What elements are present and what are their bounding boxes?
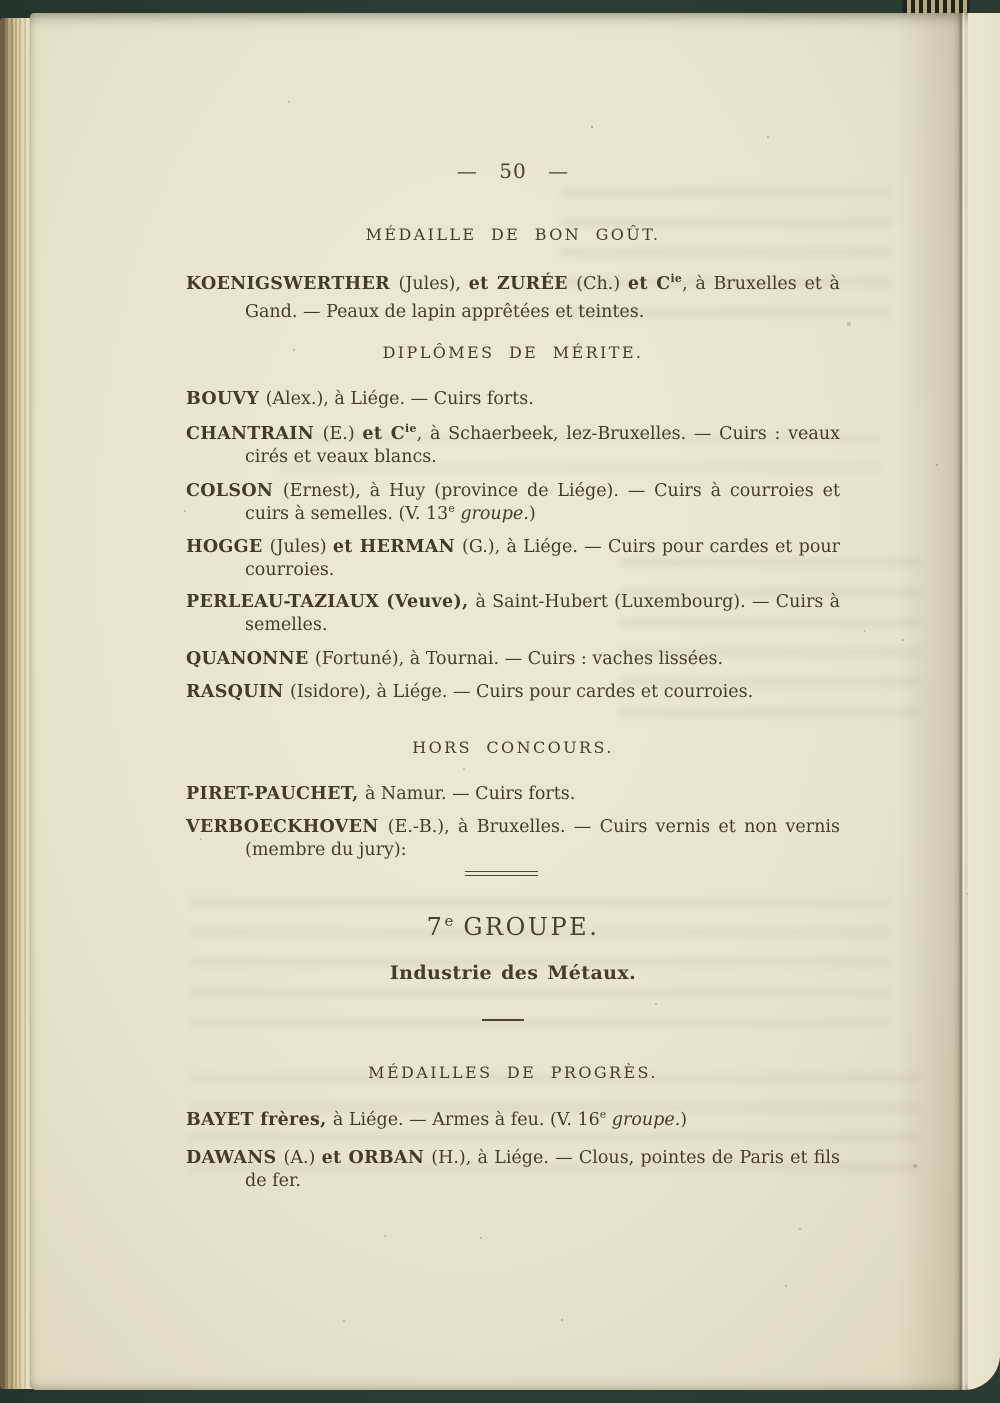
text-segment: (Ch.) [576, 274, 628, 294]
text-segment: ) [680, 1110, 688, 1130]
text-segment: e [448, 502, 455, 516]
page-number: — 50 — [456, 159, 570, 183]
text-segment: (Isidore), à Liége. — Cuirs pour cardes et courroies. [289, 682, 754, 702]
group-7-title [186, 913, 840, 941]
text-segment: et HERMAN [332, 537, 463, 557]
gutter-shadow [898, 13, 956, 1390]
text-segment: et ZURÉE [468, 274, 577, 294]
text-segment: QUANONNE [186, 649, 315, 669]
text-segment: GROUPE. [453, 913, 600, 941]
text-segment: groupe. [611, 1110, 681, 1130]
text-segment: PERLEAU-TAZIAUX (Veuve), [186, 592, 476, 612]
entry-perleau-taziaux [186, 591, 840, 637]
text-segment: PIRET-PAUCHET, [186, 784, 365, 804]
text-segment: (A.) [283, 1148, 322, 1168]
entry-piret-pauchet [186, 783, 840, 806]
text-segment: RASQUIN [186, 682, 290, 702]
text-segment: KOENIGSWERTHER [186, 274, 399, 294]
text-segment: DIPLÔMES DE MÉRITE. [382, 343, 644, 362]
text-segment: e [444, 912, 454, 930]
text-segment: CHANTRAIN [186, 424, 323, 444]
entry-quanonne [186, 648, 840, 671]
text-segment: VERBOECKHOVEN [186, 817, 388, 837]
text-segment: BAYET frères, [186, 1110, 333, 1130]
entry-verboeckhoven [186, 816, 840, 862]
text-segment: e [599, 1108, 607, 1122]
entry-bouvy [186, 388, 840, 411]
text-segment: (Jules), [398, 274, 469, 294]
heading-diplomes-de-merite [186, 343, 840, 362]
text-segment: à Liége. — Armes à feu. (V. 16 [332, 1110, 600, 1130]
entry-chantrain [186, 423, 840, 469]
text-segment: , à Schaerbeek, lez-Bruxelles. — Cuirs : veaux cirés et veaux blancs. [245, 424, 840, 467]
entry-hogge-herman [186, 536, 840, 582]
text-segment: et C [627, 274, 671, 294]
entry-rasquin [186, 681, 840, 704]
text-segment: COLSON [186, 481, 283, 501]
text-segment: (Alex.), à Liége. — Cuirs forts. [265, 389, 534, 409]
text-segment: HORS CONCOURS. [412, 738, 614, 757]
text-segment: 7 [426, 913, 445, 941]
text-segment: (Fortuné), à Tournai. — Cuirs : vaches lissées. [314, 649, 724, 669]
section-divider-double-rule [465, 871, 538, 876]
dust-specks [30, 13, 32, 15]
adjacent-page-surface [968, 13, 1000, 1390]
text-segment: (Ernest), à Huy (province de Liége). — Cuirs à courroies et cuirs à semelles. (V. 13 [245, 481, 840, 524]
heading-hors-concours [186, 738, 840, 757]
text-segment: et ORBAN [321, 1148, 432, 1168]
text-segment: , à Bruxelles et à Gand. — Peaux de lapin apprêtées et teintes. [245, 274, 840, 322]
entry-colson [186, 480, 840, 526]
entry-dawans-orban [186, 1147, 840, 1193]
text-segment: (Jules) [269, 537, 333, 557]
text-segment: à Namur. — Cuirs forts. [364, 784, 576, 804]
text-segment: (H.), à Liége. — Clous, pointes de Paris et fils de fer. [245, 1148, 840, 1191]
text-segment: (G.), à Liége. — Cuirs pour cardes et pour courroies. [245, 537, 840, 580]
text-segment: à Saint-Hubert (Luxembourg). — Cuirs à semelles. [245, 592, 841, 635]
text-segment: MÉDAILLES DE PROGRÈS. [368, 1063, 658, 1082]
text-segment: ie [670, 272, 683, 286]
text-segment: Industrie des Métaux. [389, 962, 637, 984]
page-gutter-crease [954, 13, 968, 1390]
heading-medaille-bon-gout [186, 225, 840, 244]
text-segment: BOUVY [186, 389, 266, 409]
group-7-subtitle [186, 962, 840, 984]
text-segment: ie [405, 422, 417, 436]
heading-medailles-de-progres [186, 1063, 840, 1082]
subtitle-divider-rule [482, 1019, 524, 1021]
page-content [186, 0, 840, 1403]
text-segment: (E.-B.), à Bruxelles. — Cuirs vernis et non vernis (membre du jury): [245, 817, 840, 860]
text-segment: ) [528, 504, 536, 524]
entry-bayet-freres [186, 1109, 840, 1132]
text-segment: HOGGE [186, 537, 270, 557]
text-segment: groupe. [460, 504, 529, 524]
page-edges-stack [0, 18, 34, 1389]
entry-koenigswerther-zuree [186, 270, 840, 326]
text-segment: MÉDAILLE DE BON GOÛT. [365, 225, 661, 244]
text-segment: DAWANS [186, 1148, 284, 1168]
text-segment: et C [362, 424, 406, 444]
text-segment: (E.) [322, 424, 363, 444]
